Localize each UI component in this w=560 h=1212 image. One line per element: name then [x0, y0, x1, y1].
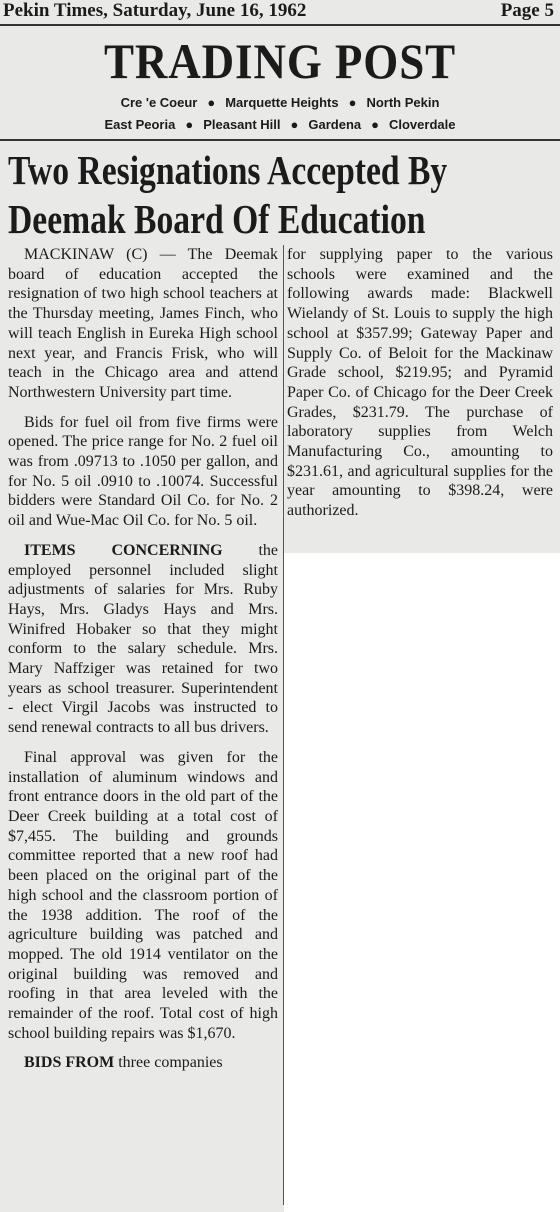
newspaper-masthead: [0, 0, 560, 26]
column-divider: [283, 245, 284, 1205]
paragraph-lead: ITEMS CONCERNING: [24, 541, 223, 559]
town-name: Cre 'e Coeur: [120, 95, 198, 110]
bullet-icon: ●: [290, 117, 299, 132]
paragraph: [8, 541, 278, 738]
section-divider: [0, 139, 560, 141]
section-title: TRADING POST: [103, 33, 457, 89]
town-name: East Peoria: [104, 117, 176, 132]
town-name: Gardena: [308, 117, 362, 132]
bullet-icon: ●: [371, 117, 379, 132]
article-column-left: [8, 245, 278, 1073]
paragraph-text: the employed personnel included slight adjustments of salaries for Mrs. Ruby Hays, Mrs. Gladys Hays and Mrs. Winifred Hobaker so that they might conform to the salary schedule. Mrs. Mary Naffziger was retained for two years as school treasurer. Superintendent - elect Virgil Jacobs was instructed to send renewal contracts to all bus drivers.: [8, 541, 279, 737]
article-column-right: [287, 245, 553, 521]
paragraph: Final approval was given for the installation of aluminum windows and front entrance doors in the old part of the Deer Creek building at a total cost of $7,455. The building and grounds committee reported that a new roof had been placed on the original part of the high school and the classroom portion of the 1938 addition. The roof of the agriculture building was patched and mopped. The old 1914 ventilator on the original building was removed and roofing in that area leveled with the remainder of the roof. Total cost of high school building repairs was $1,670.: [8, 748, 278, 1042]
towns-line-2: [0, 117, 560, 132]
paragraph: for supplying paper to the various schools were examined and the following awards made: Blackwell Wielandy of St. Louis to supply the high school at $357.99; Gateway Paper and Supply Co. of Beloit for the Mackinaw Grade school, $219.95; and Pyramid Paper Co. of Chicago for the Deer Creek Grades, $231.79. The purchase of laboratory supplies from Welch Manufacturing Co., amounting to $231.61, and agricultural supplies for the year amounting to $398.24, were authorized.: [287, 246, 553, 520]
bullet-icon: ●: [207, 95, 216, 110]
article-headline-line-2: Deemak Board Of Education: [8, 196, 426, 242]
masthead-date: Pekin Times, Saturday, June 16, 1962: [3, 0, 307, 21]
town-name: Cloverdale: [388, 117, 456, 132]
paragraph: MACKINAW (C) — The Deemak board of education accepted the resignation of two high school teachers at the Thursday meeting, James Finch, who will teach English in Eureka High school next year, and Francis Frisk, who will teach in the Chicago area and attend Northwestern University part time.: [8, 246, 278, 401]
paragraph-text: three companies: [114, 1054, 223, 1072]
towns-line-1: [0, 95, 560, 110]
bullet-icon: ●: [185, 117, 194, 132]
town-name: Marquette Heights: [225, 95, 339, 110]
article-headline-line-1: Two Resignations Accepted By: [8, 147, 448, 193]
bullet-icon: ●: [348, 95, 357, 110]
page-number: Page 5: [500, 0, 554, 21]
paragraph-lead: BIDS FROM: [24, 1054, 115, 1072]
paragraph: [8, 1053, 278, 1073]
paragraph: Bids for fuel oil from five firms were opened. The price range for No. 2 fuel oil was from .09713 to .1050 per gallon, and for No. 5 oil .0910 to .10074. Successful bidders were Standard Oil Co. for No. 2 oil and Wue-Mac Oil Co. for No. 5 oil.: [8, 413, 278, 530]
town-name: Pleasant Hill: [203, 117, 281, 132]
town-name: North Pekin: [366, 95, 440, 110]
